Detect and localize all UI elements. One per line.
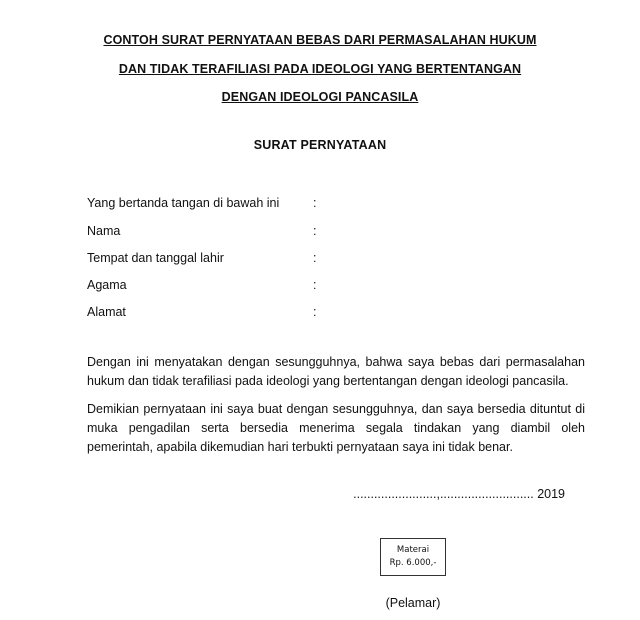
stamp-label: Materai — [396, 545, 430, 555]
field-label: Tempat dan tanggal lahir — [87, 251, 224, 265]
field-row-signatory — [87, 196, 347, 214]
stamp-amount: Rp. 6.000,- — [389, 558, 437, 568]
document-title-line-3: DENGAN IDEOLOGI PANCASILA — [221, 90, 419, 104]
document-title-line-1: CONTOH SURAT PERNYATAAN BEBAS DARI PERMASALAHAN HUKUM — [103, 33, 537, 47]
field-row-name — [87, 224, 347, 242]
field-label: Nama — [87, 224, 121, 238]
document-title-line-2: DAN TIDAK TERAFILIASI PADA IDEOLOGI YANG BERTENTANGAN — [118, 62, 522, 76]
place-date-line: ........................,........................... 2019 — [353, 487, 565, 501]
statement-paragraph: Dengan ini menyatakan dengan sesungguhnya, bahwa saya bebas dari permasalahan hukum dan tidak terafiliasi pada ideologi yang bertentangan dengan ideologi pancasila. — [87, 355, 585, 388]
field-label: Yang bertanda tangan di bawah ini — [87, 196, 280, 210]
field-row-religion — [87, 278, 347, 296]
field-colon: : — [313, 224, 317, 238]
closing-paragraph: Demikian pernyataan ini saya buat dengan sesungguhnya, dan saya bersedia dituntut di muka pengadilan serta bersedia menerima segala tindakan yang diambil oleh pemerintah, apabila dikemudian hari terbukti pernyataan saya ini tidak benar. — [87, 402, 585, 454]
field-row-address — [87, 305, 347, 323]
field-colon: : — [313, 196, 317, 210]
field-label: Alamat — [87, 305, 126, 319]
field-row-birth — [87, 251, 347, 269]
stamp-duty-box — [380, 538, 446, 576]
field-label: Agama — [87, 278, 127, 292]
field-colon: : — [313, 278, 317, 292]
field-colon: : — [313, 305, 317, 319]
letter-heading: SURAT PERNYATAAN — [253, 138, 387, 152]
field-colon: : — [313, 251, 317, 265]
signatory-label: (Pelamar) — [385, 596, 441, 610]
